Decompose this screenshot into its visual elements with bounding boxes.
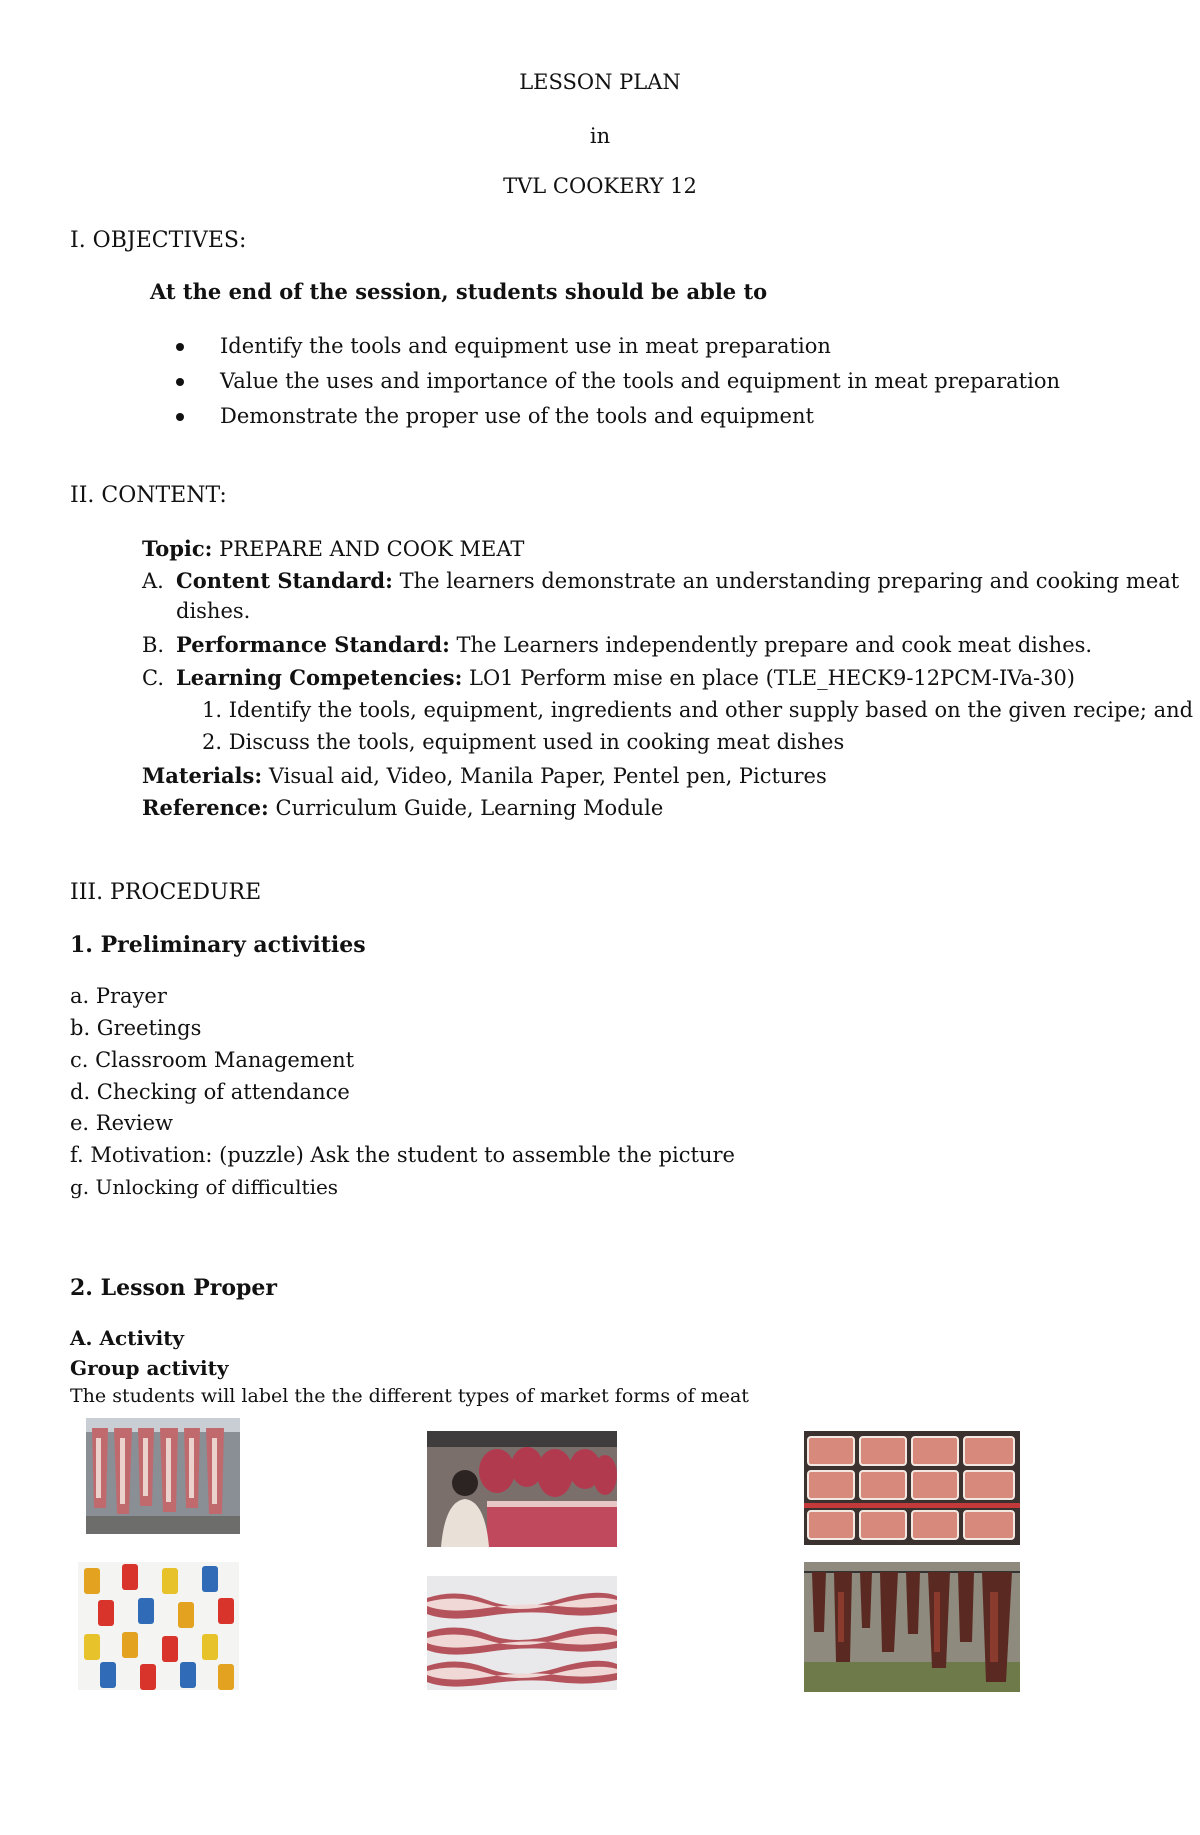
preliminary-item: c. Classroom Management xyxy=(70,1048,355,1072)
preliminary-heading: 1. Preliminary activities xyxy=(70,932,366,958)
objectives-intro: At the end of the session, students should be able to xyxy=(150,279,768,304)
preliminary-item: a. Prayer xyxy=(70,984,167,1008)
performance-standard-label: Performance Standard: xyxy=(176,632,450,657)
topic-value: PREPARE AND COOK MEAT xyxy=(219,537,525,561)
preliminary-item: b. Greetings xyxy=(70,1016,202,1040)
bacon-strips-photo xyxy=(427,1576,617,1690)
lesson-proper-heading: 2. Lesson Proper xyxy=(70,1275,277,1301)
materials-label: Materials: xyxy=(142,763,263,788)
content-heading: II. CONTENT: xyxy=(70,483,227,508)
reference-label: Reference: xyxy=(142,795,269,820)
performance-standard xyxy=(142,632,1092,657)
hanging-carcass-photo xyxy=(86,1418,240,1534)
preliminary-item: f. Motivation: (puzzle) Ask the student to assemble the picture xyxy=(70,1143,735,1167)
materials-line xyxy=(142,763,827,788)
content-standard-letter: A. xyxy=(142,569,164,593)
competency-sub-item: 2. Discuss the tools, equipment used in cooking meat dishes xyxy=(202,730,845,754)
topic-line xyxy=(142,536,524,561)
learning-competencies-label: Learning Competencies: xyxy=(176,665,463,690)
cured-meat-photo xyxy=(804,1562,1020,1692)
content-standard xyxy=(142,568,1179,593)
activity-heading: A. Activity xyxy=(70,1326,185,1350)
packaged-meat-trays-photo xyxy=(804,1431,1020,1545)
learning-competencies-text: LO1 Perform mise en place (TLE_HECK9-12PCM-IVa-30) xyxy=(469,666,1076,690)
content-standard-continuation: dishes. xyxy=(176,599,251,623)
reference-value: Curriculum Guide, Learning Module xyxy=(275,796,664,820)
topic-label: Topic: xyxy=(142,536,213,561)
learning-competencies xyxy=(142,665,1075,690)
canned-meat-photo xyxy=(78,1562,239,1690)
preliminary-item: d. Checking of attendance xyxy=(70,1080,350,1104)
reference-line xyxy=(142,795,663,820)
document-title: LESSON PLAN xyxy=(519,70,681,94)
learning-competencies-letter: C. xyxy=(142,666,164,690)
meat-market-stall-photo xyxy=(427,1431,617,1547)
activity-instruction: The students will label the the different types of market forms of meat xyxy=(70,1385,749,1407)
procedure-heading: III. PROCEDURE xyxy=(70,880,262,905)
content-standard-text: The learners demonstrate an understanding preparing and cooking meat xyxy=(399,569,1180,593)
performance-standard-text: The Learners independently prepare and cook meat dishes. xyxy=(456,633,1093,657)
document-subject: TVL COOKERY 12 xyxy=(503,174,697,198)
preliminary-item: e. Review xyxy=(70,1111,174,1135)
objective-item: Value the uses and importance of the tools and equipment in meat preparation xyxy=(176,364,1060,399)
objectives-heading: I. OBJECTIVES: xyxy=(70,228,247,253)
materials-value: Visual aid, Video, Manila Paper, Pentel pen, Pictures xyxy=(268,764,827,788)
objectives-list xyxy=(176,329,1060,434)
document-in: in xyxy=(589,124,611,148)
content-standard-label: Content Standard: xyxy=(176,568,393,593)
group-activity-heading: Group activity xyxy=(70,1356,229,1380)
competency-sub-item: 1. Identify the tools, equipment, ingredients and other supply based on the given recipe; and xyxy=(202,698,1194,722)
objective-item: Identify the tools and equipment use in meat preparation xyxy=(176,329,1060,364)
performance-standard-letter: B. xyxy=(142,633,165,657)
preliminary-item: g. Unlocking of difficulties xyxy=(70,1175,339,1199)
objective-item: Demonstrate the proper use of the tools and equipment xyxy=(176,399,1060,434)
